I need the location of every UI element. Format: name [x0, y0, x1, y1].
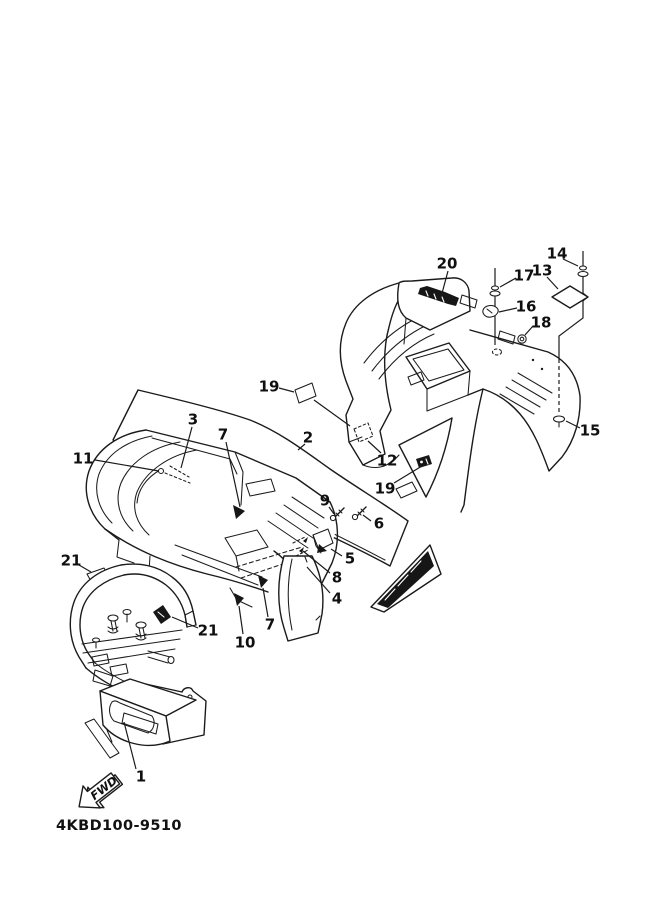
part-number-20: 20 [436, 254, 458, 273]
part-number-1: 1 [135, 767, 147, 786]
part-number-18: 18 [530, 313, 552, 332]
part-number-7: 7 [264, 615, 276, 634]
part-number-4: 4 [331, 589, 343, 608]
part-number-13: 13 [531, 261, 553, 280]
part-number-6: 6 [373, 514, 385, 533]
part-number-2: 2 [302, 428, 314, 447]
fwd-arrow-marker [70, 766, 126, 819]
leader-line-16 [499, 308, 517, 312]
leader-line-19 [279, 388, 294, 392]
part-number-11: 11 [72, 449, 94, 468]
part-number-5: 5 [344, 549, 356, 568]
part-number-14: 14 [546, 244, 568, 263]
grommet-11 [159, 469, 164, 474]
part-number-10: 10 [234, 633, 256, 652]
part-number-7: 7 [217, 425, 229, 444]
part-number-17: 17 [513, 266, 535, 285]
warning-decal-19 [416, 455, 432, 468]
part-number-16: 16 [515, 297, 537, 316]
part-number-21: 21 [60, 551, 82, 570]
part-number-21: 21 [197, 621, 219, 640]
part-number-3: 3 [187, 410, 199, 429]
part-number-8: 8 [331, 568, 343, 587]
emblem-decal-19-left [295, 383, 350, 426]
reflector-decal [396, 482, 417, 498]
fwd-label: FWD [87, 773, 120, 803]
part-number-9: 9 [319, 491, 331, 510]
part-number-19: 19 [258, 377, 280, 396]
leader-line-10 [239, 606, 243, 634]
clip-16 [483, 306, 498, 318]
part-number-12: 12 [376, 451, 398, 470]
nut-18 [518, 335, 526, 343]
diagram-code: 4KBD100-9510 [56, 818, 182, 834]
washer-15 [554, 416, 565, 422]
front-panel-assembly-part1 [85, 679, 206, 758]
mud-flap-part4 [279, 556, 323, 641]
part-number-15: 15 [579, 421, 601, 440]
part-number-19: 19 [374, 479, 396, 498]
